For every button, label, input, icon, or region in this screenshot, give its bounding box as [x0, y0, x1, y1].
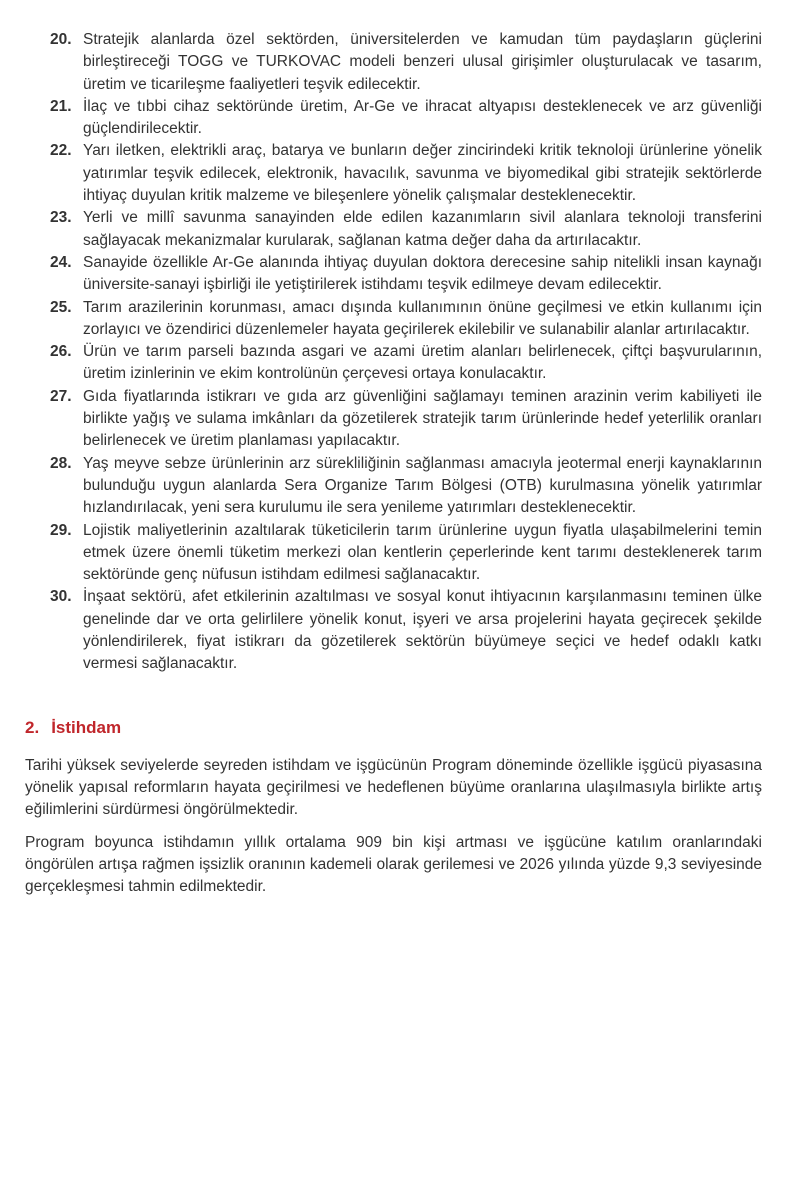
- list-item-number: 22.: [50, 142, 72, 160]
- list-item-number: 26.: [50, 343, 72, 361]
- list-item-20: [50, 29, 762, 96]
- list-item-text: Sanayide özellikle Ar-Ge alanında ihtiyaç duyulan doktora derecesine sahip nitelikli insan kaynağı üniversite-sanayi işbirliği ile yetiştirilerek istihdamı teşvik edilmeye devam edilecektir.: [83, 253, 762, 294]
- list-item-26: [50, 341, 762, 386]
- list-item-number: 29.: [50, 521, 72, 539]
- list-item-27: [50, 386, 762, 453]
- list-item-text: İnşaat sektörü, afet etkilerinin azaltılması ve sosyal konut ihtiyacının karşılanmasını teminen ülke genelinde dar ve orta gelirlilere yönelik konut, işyeri ve arsa projelerini hayata geçirecek şekilde yönlendirilerek, fiyat istikrarı da gözetilerek sektörün büyümeye seçici ve hedef odaklı katkı vermesi sağlanacaktır.: [83, 588, 762, 673]
- list-item-number: 27.: [50, 387, 72, 405]
- list-item-23: [50, 207, 762, 252]
- list-item-text: Yerli ve millî savunma sanayinden elde edilen kazanımların sivil alanlara teknoloji transferini sağlayacak mekanizmalar kurularak, sağlanan katma değer daha da artırılacaktır.: [83, 209, 762, 249]
- list-item-text: Tarım arazilerinin korunması, amacı dışında kullanımının önüne geçilmesi ve etkin kullanımı için zorlayıcı ve özendirici düzenlemeler hayata geçirilerek ekilebilir ve sulanabilir alanlar artırılacaktır.: [83, 298, 762, 338]
- list-item-text: Stratejik alanlarda özel sektörden, üniversitelerden ve kamudan tüm paydaşların güçlerini birleştireceği TOGG ve TURKOVAC modeli benzeri ulusal girişimler oluşturulacak ve tasarım, üretim ve ticarileşme faaliyetleri teşvik edilecektir.: [83, 31, 762, 93]
- list-item-text: İlaç ve tıbbi cihaz sektöründe üretim, Ar-Ge ve ihracat altyapısı desteklenecek ve arz güvenliği güçlendirilecektir.: [83, 97, 762, 138]
- list-item-text: Gıda fiyatlarında istikrarı ve gıda arz güvenliğini sağlamayı teminen arazinin verim kabiliyeti ile birlikte yağış ve sulama imkânları da gözetilerek stratejik tarım ürünlerinde hedef yeterlilik oranları belirlenecek ve üretim planlaması yapılacaktır.: [83, 387, 762, 450]
- list-item-29: [50, 520, 762, 587]
- list-item-text: Lojistik maliyetlerinin azaltılarak tüketicilerin tarım ürünlerine uygun fiyatla ulaşabilmelerini temin etmek üzere önemli tüketim merkezi olan kentlerin çeperlerinde kent tarımı desteklenerek tarım sektöründe genç nüfusun istihdam edilmesi sağlanacaktır.: [83, 521, 762, 584]
- list-item-28: [50, 453, 762, 520]
- list-item-number: 25.: [50, 298, 72, 316]
- list-item-number: 21.: [50, 97, 72, 115]
- list-item-25: [50, 297, 762, 342]
- list-item-30: [50, 586, 762, 675]
- list-item-24: [50, 252, 762, 297]
- list-item-number: 24.: [50, 253, 72, 271]
- list-item-number: 20.: [50, 31, 72, 48]
- list-item-number: 28.: [50, 454, 72, 472]
- list-item-number: 30.: [50, 588, 72, 606]
- list-item-21: [50, 96, 762, 141]
- section-heading-title: İstihdam: [51, 717, 122, 737]
- paragraph-istihdam-1: Tarihi yüksek seviyelerde seyreden istihdam ve işgücünün Program döneminde özellikle işgücü piyasasına yönelik yapısal reformların hayata geçirilmesi ve hedeflenen büyüme oranlarına ulaşılmasıyla birlikte artış eğilimlerini sürdürmesi öngörülmektedir.: [25, 756, 762, 819]
- section-heading-istihdam: [25, 717, 762, 739]
- list-item-text: Ürün ve tarım parseli bazında asgari ve azami üretim alanları belirlenecek, çiftçi başvurularının, üretim izinlerinin ve ekim kontrolünün çerçevesi ortaya konulacaktır.: [83, 343, 762, 383]
- list-item-22: [50, 140, 762, 207]
- paragraph-istihdam-2: Program boyunca istihdamın yıllık ortalama 909 bin kişi artması ve işgücüne katılım oranlarındaki öngörülen artışa rağmen işsizlik oranının kademeli olarak gerilemesi ve 2026 yılında yüzde 9,3 seviyesinde gerçekleşmesi tahmin edilmektedir.: [25, 833, 762, 896]
- list-item-text: Yarı iletken, elektrikli araç, batarya ve bunların değer zincirindeki kritik teknoloji ürünlerine yönelik yatırımlar teşvik edilecek, elektronik, havacılık, savunma ve biyomedikal gibi stratejik sektörlerde ihtiyaç duyulan kritik malzeme ve bileşenlere yönelik çalışmalar desteklenecektir.: [83, 142, 762, 205]
- numbered-list: [25, 29, 762, 676]
- list-item-text: Yaş meyve sebze ürünlerinin arz sürekliliğinin sağlanması amacıyla jeotermal enerji kaynaklarının bulunduğu uygun alanlarda Sera Organize Tarım Bölgesi (OTB) kurulmasına yönelik yatırımlar hızlandırılacak, yeni sera kurulumu ile sera yenileme yatırımları desteklenecektir.: [83, 454, 762, 517]
- section-heading-number: 2.: [25, 717, 40, 737]
- list-item-number: 23.: [50, 209, 72, 227]
